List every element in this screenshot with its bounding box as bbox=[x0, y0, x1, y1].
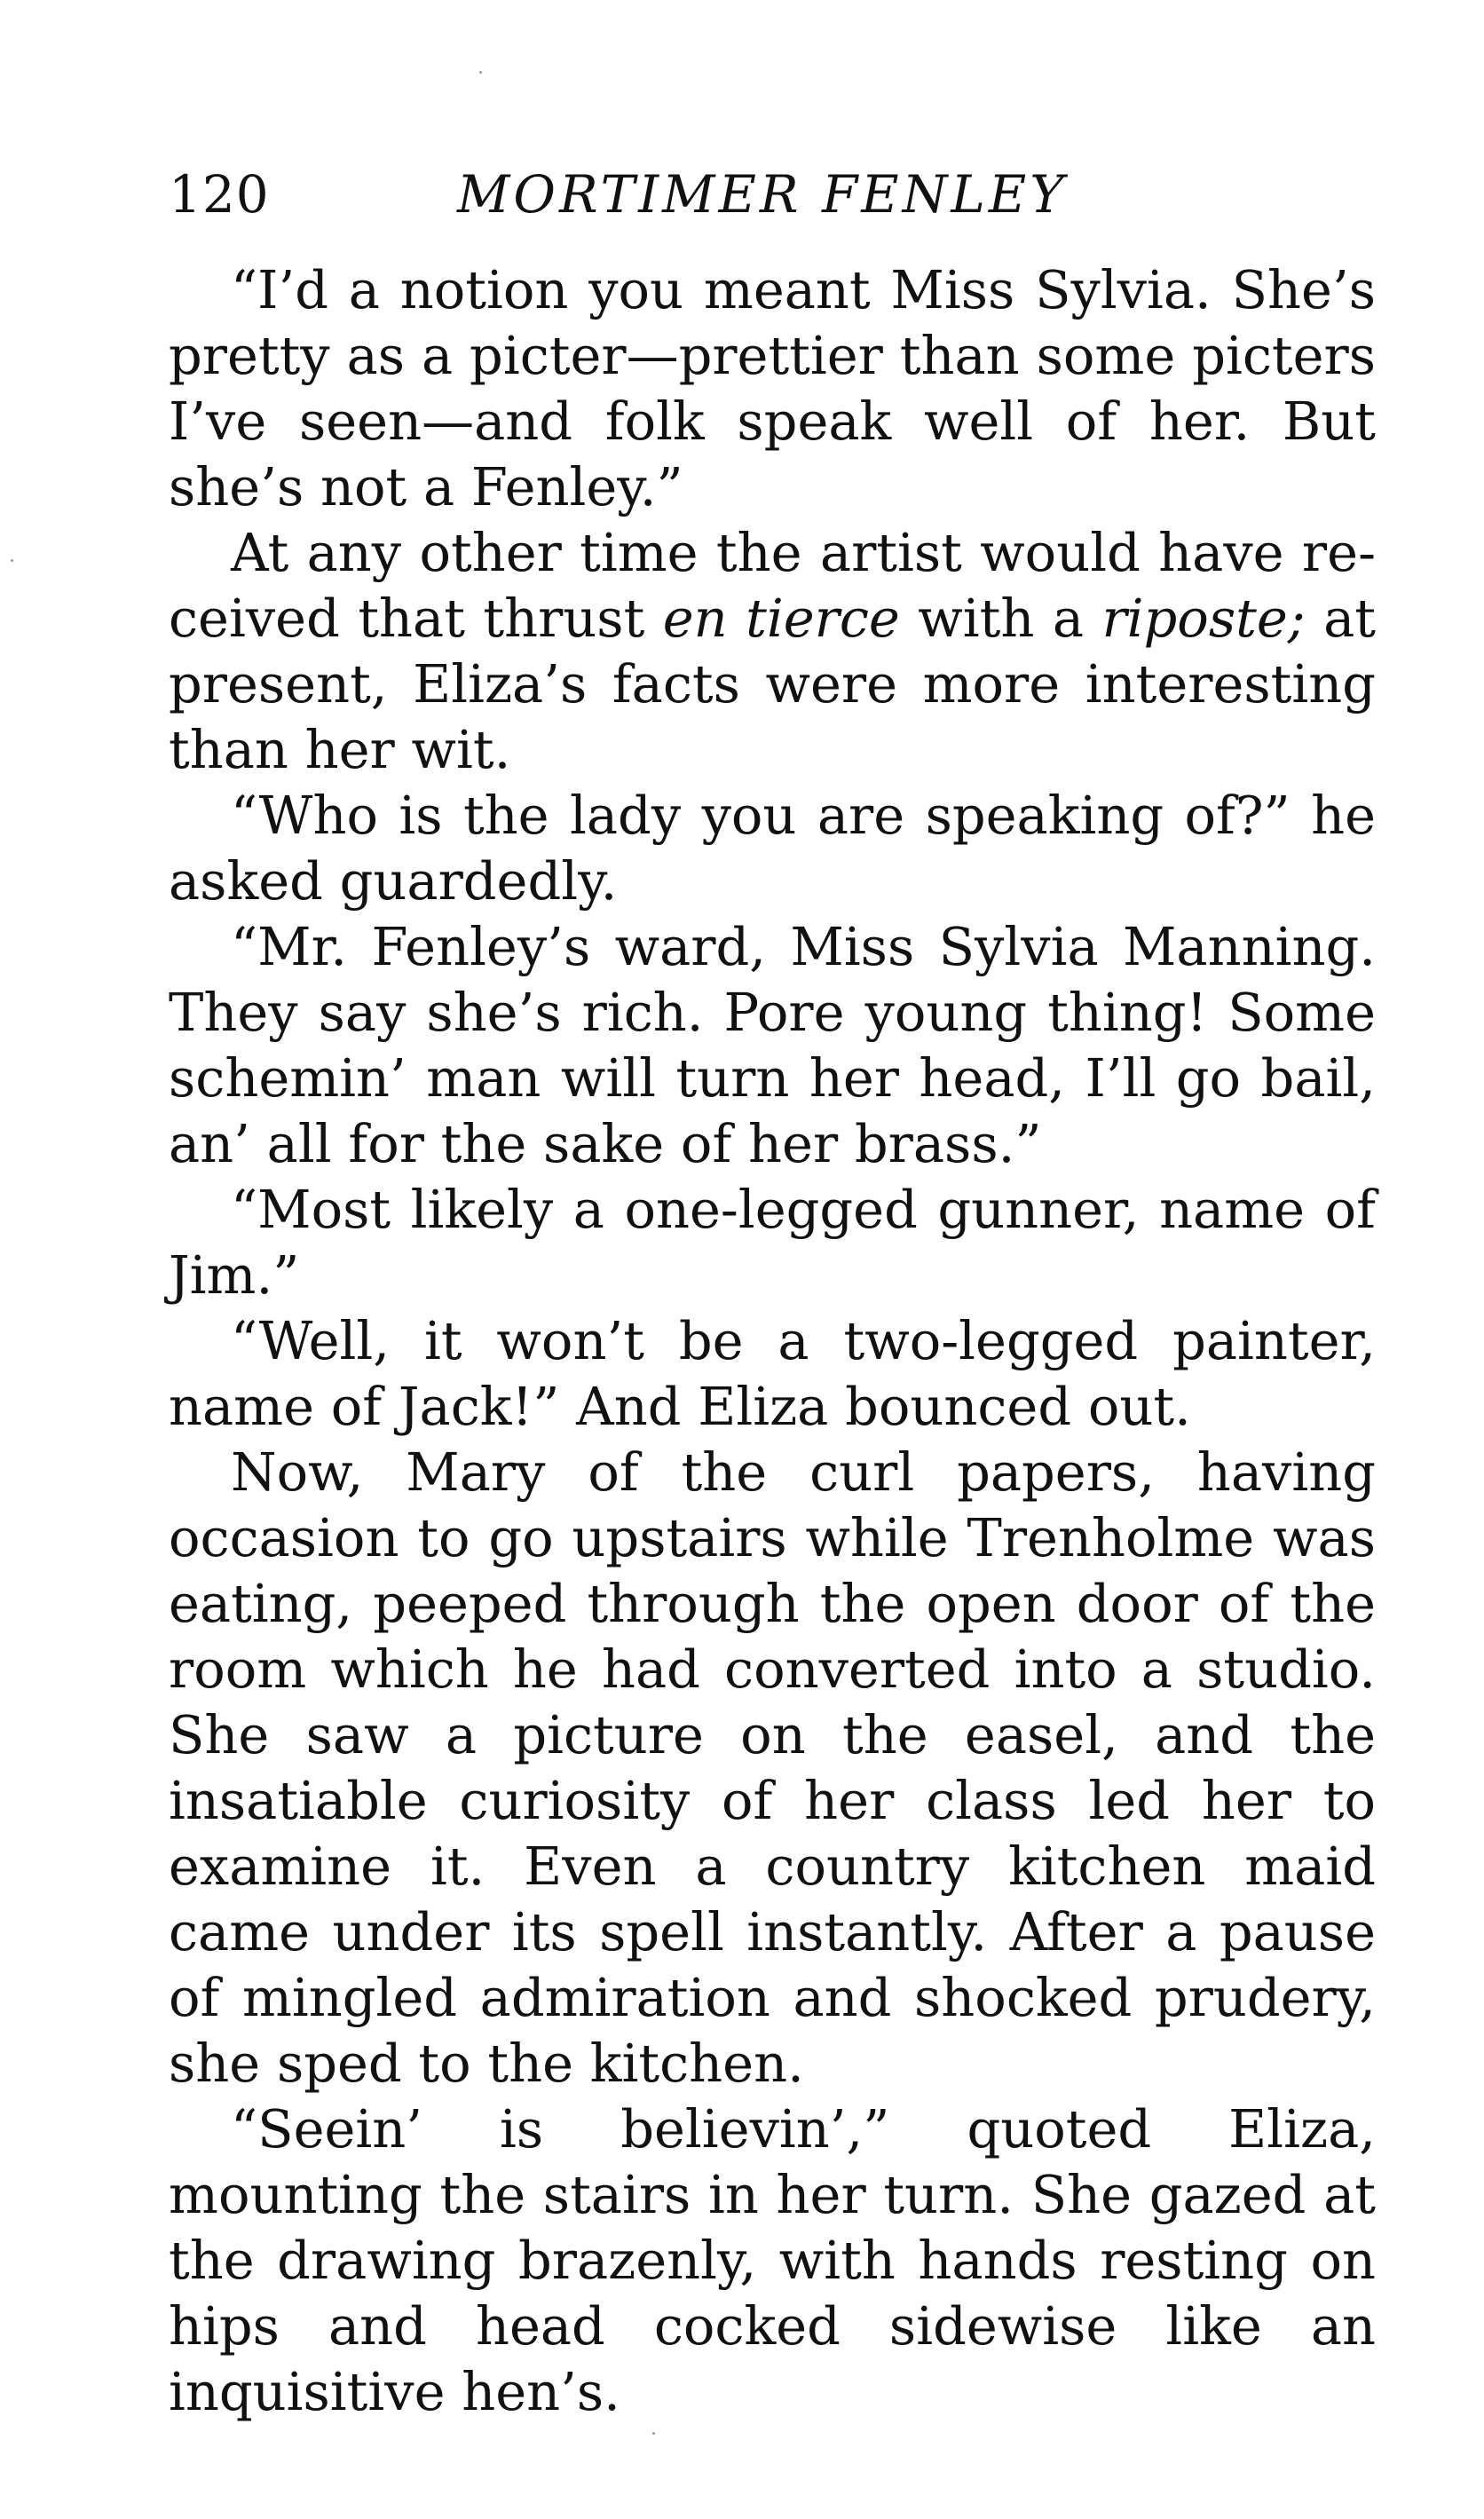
text-run: At any other time the artist would have received that thrust bbox=[169, 522, 1376, 649]
italic-phrase: riposte; bbox=[1101, 588, 1306, 649]
paragraph: “Seein’ is believin’,” quoted Eliza, mounting the stairs in her turn. She gazed at the drawing brazenly, with hands resting on hips and head cocked sidewise like an inquisitive hen’s. bbox=[169, 2098, 1376, 2422]
body-text bbox=[169, 257, 1376, 2425]
paragraph: “Most likely a one-legged gunner, name of Jim.” bbox=[169, 1179, 1376, 1306]
paragraph: “I’d a notion you meant Miss Sylvia. She’s pretty as a picter—prettier than some picters I’ve seen—and folk speak well of her. But she’s not a Fenley.” bbox=[169, 259, 1376, 517]
paragraph: “Who is the lady you are speaking of?” he asked guardedly. bbox=[169, 785, 1376, 912]
paper-speck bbox=[652, 2432, 655, 2435]
book-page bbox=[169, 151, 1376, 2425]
text-run: at present, Eliza’s facts were more interesting than her wit. bbox=[169, 588, 1376, 780]
paragraph: “Well, it won’t be a two-legged painter, name of Jack!” And Eliza bounced out. bbox=[169, 1310, 1376, 1437]
book-title: MORTIMER FENLEY bbox=[457, 164, 1068, 225]
running-head bbox=[169, 151, 1376, 257]
italic-phrase: en tierce bbox=[662, 588, 900, 649]
paragraph bbox=[169, 520, 1376, 783]
paper-speck bbox=[479, 71, 482, 74]
paper-speck bbox=[11, 559, 13, 562]
page-number: 120 bbox=[169, 164, 270, 225]
paragraph: Now, Mary of the curl papers, having occasion to go upstairs while Trenholme was eating, peeped through the open door of the room which he had converted into a studio. She saw a picture on the easel, and the insatiable curiosity of her class led her to examine it. Even a country kitchen maid came under its spell instantly. After a pause of mingled admiration and shocked prudery, she sped to the kitchen. bbox=[169, 1441, 1376, 2094]
paragraph: “Mr. Fenley’s ward, Miss Sylvia Manning. They say she’s rich. Pore young thing! Some schemin’ man will turn her head, I’ll go bail, an’ all for the sake of her brass.” bbox=[169, 916, 1376, 1174]
text-run: with a bbox=[899, 588, 1102, 649]
